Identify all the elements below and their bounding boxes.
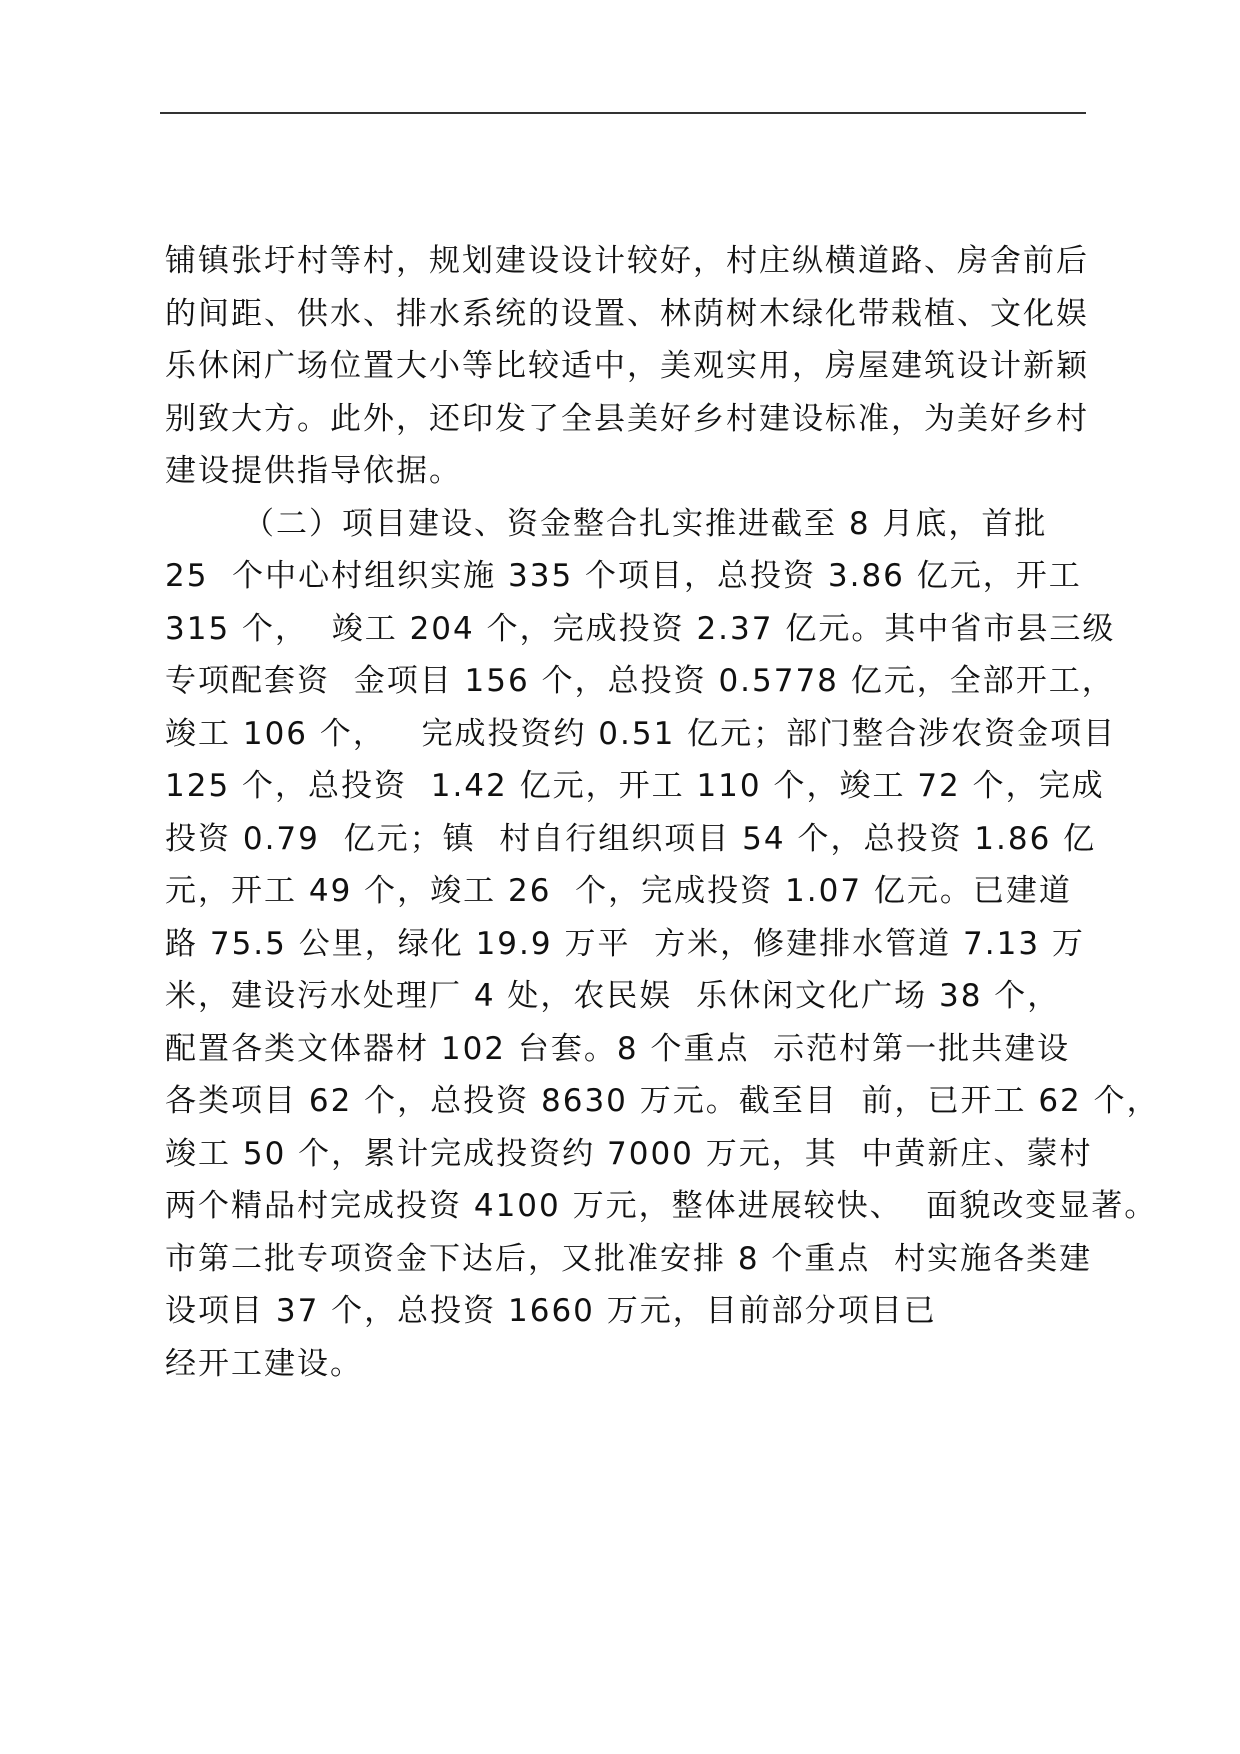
- paragraph-2: [165, 500, 1160, 1393]
- text-line: 25 个中心村组织实施 335 个项目，总投资 3.86 亿元，开工: [165, 558, 1082, 594]
- text-line: 铺镇张圩村等村，规划建设设计较好，村庄纵横道路、房舍前后: [165, 243, 1089, 279]
- text-line: 别致大方。此外，还印发了全县美好乡村建设标准，为美好乡村: [165, 400, 1089, 437]
- text-line: 竣工 106 个， 完成投资约 0.51 亿元；部门整合涉农资金项目: [165, 715, 1117, 752]
- text-line: 两个精品村完成投资 4100 万元，整体进展较快、 面貌改变显著。: [165, 1188, 1158, 1224]
- paragraph-1: [165, 237, 1095, 500]
- text-line: 各类项目 62 个，总投资 8630 万元。截至目 前，已开工 62 个，: [165, 1083, 1160, 1119]
- text-line: 投资 0.79 亿元；镇 村自行组织项目 54 个，总投资 1.86 亿: [165, 820, 1097, 857]
- text-line: 市第二批专项资金下达后，又批准安排 8 个重点 村实施各类建: [165, 1240, 1093, 1277]
- text-line: 经开工建设。: [165, 1345, 363, 1382]
- text-line: 配置各类文体器材 102 台套。8 个重点 示范村第一批共建设: [165, 1030, 1071, 1067]
- text-line: 乐休闲广场位置大小等比较适中，美观实用，房屋建筑设计新颖: [165, 348, 1089, 384]
- text-line: 建设提供指导依据。: [165, 453, 462, 489]
- text-line: 的间距、供水、排水系统的设置、林荫树木绿化带栽植、文化娱: [165, 295, 1089, 332]
- document-body: [165, 237, 1160, 1392]
- text-line: 专项配套资 金项目 156 个，总投资 0.5778 亿元，全部开工，: [165, 663, 1115, 699]
- section-heading-line: （二）项目建设、资金整合扎实推进截至 8 月底，首批: [243, 505, 1048, 542]
- text-line: 125 个，总投资 1.42 亿元，开工 110 个，竣工 72 个，完成: [165, 768, 1105, 804]
- text-line: 米，建设污水处理厂 4 处，农民娱 乐休闲文化广场 38 个，: [165, 978, 1061, 1014]
- text-line: 元，开工 49 个，竣工 26 个，完成投资 1.07 亿元。已建道: [165, 873, 1072, 909]
- text-line: 设项目 37 个，总投资 1660 万元，目前部分项目已: [165, 1293, 937, 1329]
- header-rule: [160, 112, 1086, 114]
- text-line: 竣工 50 个，累计完成投资约 7000 万元，其 中黄新庄、蒙村: [165, 1135, 1093, 1172]
- text-line: 315 个， 竣工 204 个，完成投资 2.37 亿元。其中省市县三级: [165, 610, 1116, 647]
- text-line: 路 75.5 公里，绿化 19.9 万平 方米，修建排水管道 7.13 万: [165, 925, 1085, 962]
